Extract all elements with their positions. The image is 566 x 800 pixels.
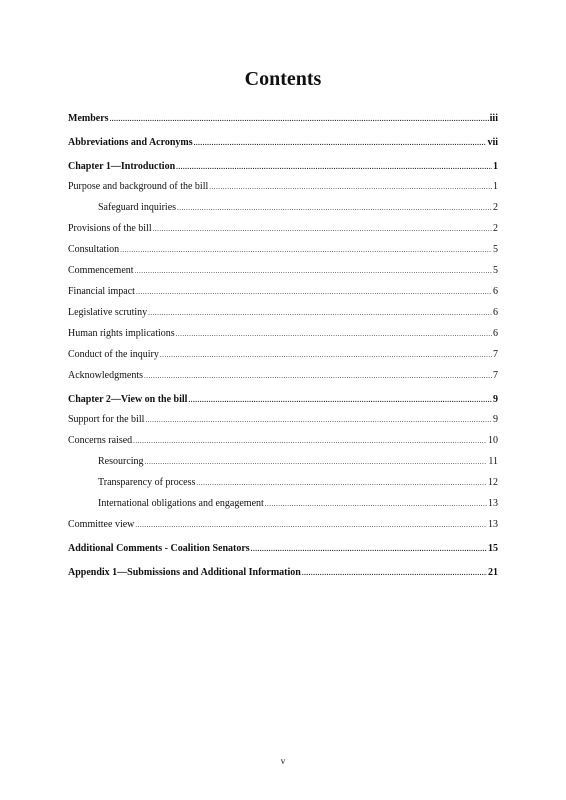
toc-entry[interactable] [68,113,498,124]
toc-entry-label: Commencement [68,265,134,276]
toc-entry-label: Committee view [68,519,135,530]
toc-leader-dots [265,499,487,510]
toc-leader-dots [196,478,487,489]
page-number: v [280,756,286,766]
toc-entry-label: Abbreviations and Acronyms [68,137,193,148]
toc-leader-dots [135,266,492,277]
toc-entry-label: Legislative scrutiny [68,307,148,318]
toc-leader-dots [153,224,492,235]
toc-entry-label: Resourcing [98,456,144,467]
toc-entry-page: 2 [493,202,498,213]
toc-entry-page: 11 [488,456,498,467]
toc-leader-dots [194,138,487,149]
toc-entry-page: 6 [493,286,498,297]
toc-entry-page: 5 [493,265,498,276]
toc-leader-dots [120,245,492,256]
toc-entry[interactable] [68,477,498,488]
toc-entry-label: Concerns raised [68,435,133,446]
toc-leader-dots [135,520,487,531]
toc-entry[interactable] [68,137,498,148]
toc-entry-page: 13 [488,519,498,530]
toc-entry[interactable] [68,519,498,530]
toc-entry[interactable] [68,498,498,509]
toc-entry[interactable] [68,543,498,554]
toc-entry-page: 15 [488,543,498,554]
toc-entry[interactable] [68,414,498,425]
toc-leader-dots [136,287,492,298]
toc-entry[interactable] [68,456,498,467]
toc-entry-label: Acknowledgments [68,370,143,381]
toc-entry[interactable] [68,567,498,578]
toc-entry-label: International obligations and engagement [98,498,264,509]
toc-entry-page: 7 [493,370,498,381]
toc-entry-page: 2 [493,223,498,234]
toc-entry-label: Conduct of the inquiry [68,349,159,360]
toc-leader-dots [188,395,492,406]
toc-entry-label: Consultation [68,244,120,255]
toc-entry-page: iii [489,113,498,124]
toc-leader-dots [209,182,492,193]
toc-leader-dots [145,457,488,468]
toc-entry-page: 6 [493,307,498,318]
toc-entry[interactable] [68,223,498,234]
toc-entry[interactable] [68,181,498,192]
toc-leader-dots [302,568,487,579]
toc-entry-label: Chapter 2—View on the bill [68,394,188,405]
toc-leader-dots [160,350,492,361]
toc-entry[interactable] [68,435,498,446]
toc-leader-dots [251,544,487,555]
toc-entry[interactable] [68,370,498,381]
toc-entry-page: 9 [493,394,498,405]
toc-entry-label: Transparency of process [98,477,196,488]
toc-entry-page: vii [487,137,498,148]
toc-entry-label: Support for the bill [68,414,145,425]
toc-entry-label: Additional Comments - Coalition Senators [68,543,250,554]
toc-entry-page: 5 [493,244,498,255]
toc-entry-label: Provisions of the bill [68,223,152,234]
toc-entry-page: 6 [493,328,498,339]
toc-entry[interactable] [68,286,498,297]
toc-entry-page: 12 [488,477,498,488]
toc-entry-page: 1 [493,181,498,192]
toc-entry-page: 10 [488,435,498,446]
toc-leader-dots [110,114,489,125]
toc-entry-label: Chapter 1—Introduction [68,161,176,172]
toc-entry[interactable] [68,202,498,213]
toc-entry-page: 7 [493,349,498,360]
toc-leader-dots [144,371,492,382]
toc-entry-page: 1 [493,161,498,172]
toc-entry[interactable] [68,265,498,276]
toc-entry-label: Members [68,113,109,124]
toc-entry-page: 21 [488,567,498,578]
toc-leader-dots [176,162,492,173]
toc-entry-label: Appendix 1—Submissions and Additional Information [68,567,301,578]
toc-entry[interactable] [68,394,498,405]
toc-leader-dots [133,436,487,447]
toc-entry[interactable] [68,244,498,255]
toc-entry-label: Financial impact [68,286,135,297]
toc-leader-dots [148,308,492,319]
toc-leader-dots [176,329,492,340]
toc-entry[interactable] [68,307,498,318]
toc-leader-dots [145,415,492,426]
toc-entry[interactable] [68,328,498,339]
toc-entry-page: 9 [493,414,498,425]
toc-entry-label: Purpose and background of the bill [68,181,209,192]
toc-entry-label: Human rights implications [68,328,175,339]
toc-entry-label: Safeguard inquiries [98,202,177,213]
toc-leader-dots [177,203,492,214]
toc-entry-page: 13 [488,498,498,509]
toc-entry[interactable] [68,161,498,172]
toc-entry[interactable] [68,349,498,360]
page-title: Contents [244,68,322,90]
